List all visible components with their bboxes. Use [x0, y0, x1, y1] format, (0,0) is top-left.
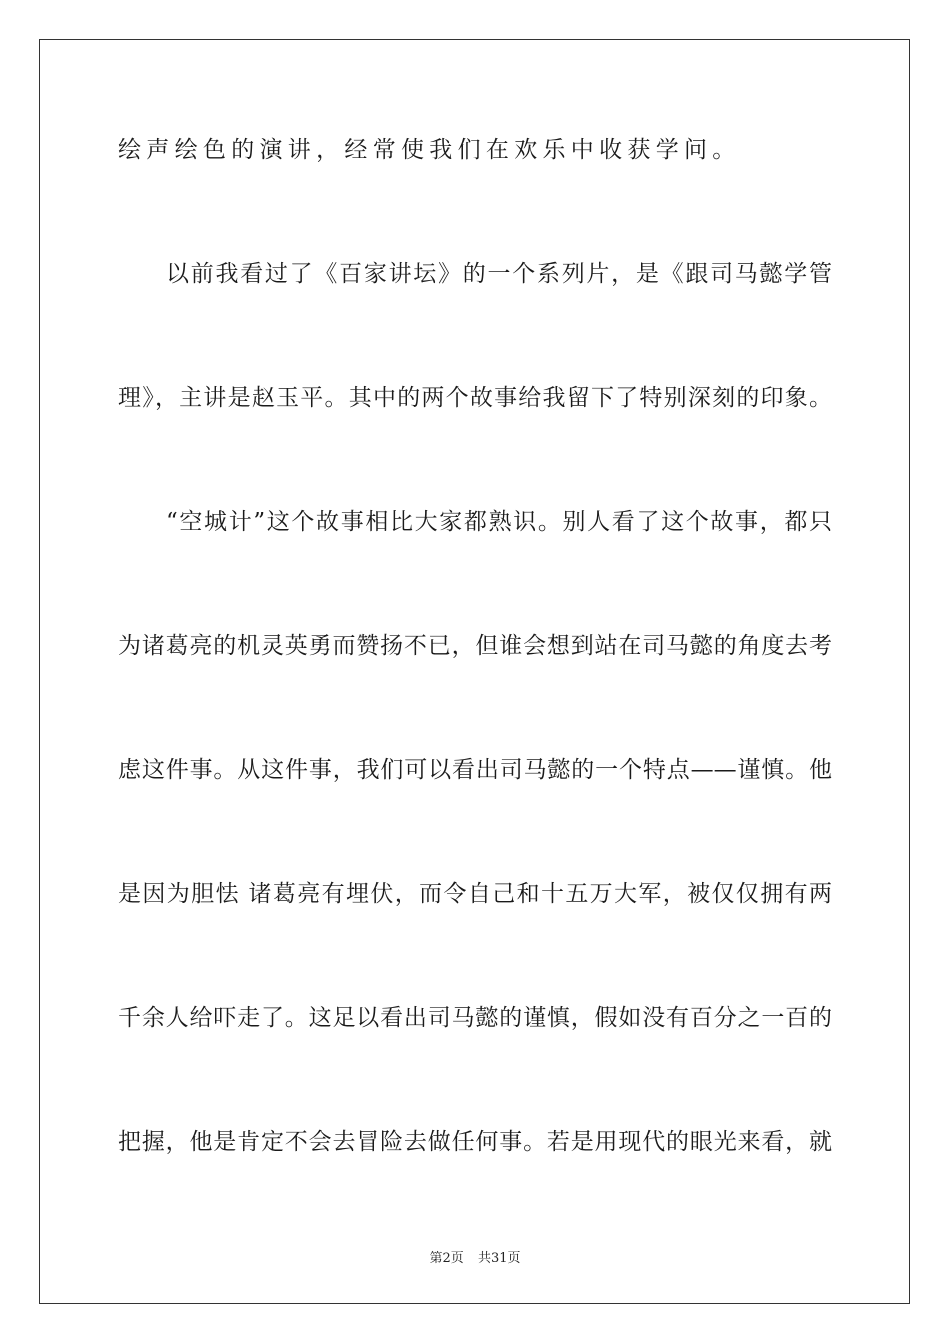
page-total: 共31页 [477, 1251, 521, 1266]
paragraph-line: 把握，他是肯定不会去冒险去做任何事。若是用现代的眼光来看，就 [118, 1129, 832, 1155]
paragraph-line: 千余人给吓走了。这足以看出司马懿的谨慎，假如没有百分之一百的 [118, 1005, 832, 1031]
page-footer [0, 1247, 950, 1266]
paragraph-line: “空城计”这个故事相比大家都熟识。别人看了这个故事，都只 [166, 509, 832, 535]
paragraph-line: 以前我看过了《百家讲坛》的一个系列片，是《跟司马懿学管 [166, 261, 832, 287]
paragraph-line: 理》，主讲是赵玉平。其中的两个故事给我留下了特别深刻的印象。 [118, 385, 832, 411]
paragraph-line: 为诸葛亮的机灵英勇而赞扬不已，但谁会想到站在司马懿的角度去考 [118, 633, 832, 659]
paragraph-line: 虑这件事。从这件事，我们可以看出司马懿的一个特点——谨慎。他 [118, 757, 832, 783]
paragraph-line: 是因为胆怯 诸葛亮有埋伏，而令自己和十五万大军，被仅仅拥有两 [118, 881, 832, 907]
page-number: 第2页 [429, 1251, 464, 1266]
page-border [39, 39, 910, 1304]
paragraph-line: 绘声绘色的演讲，经常使我们在欢乐中收获学问。 [118, 137, 741, 163]
